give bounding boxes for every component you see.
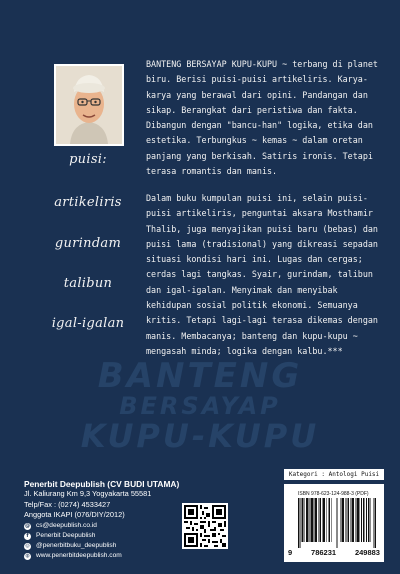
qr-code-image (184, 505, 226, 547)
title-watermark-line-3: KUPU-KUPU (80, 417, 320, 455)
title-watermark-line-1: BANTENG (97, 356, 303, 396)
book-category: Kategori : Antologi Puisi (284, 469, 384, 480)
publisher-info (24, 479, 264, 521)
globe-icon: ◍ (25, 552, 30, 559)
barcode-digit-right: 249883 (354, 548, 380, 557)
contact-instagram-text: @penerbitbuku_deepublish (36, 542, 117, 549)
publisher-ikapi: Anggota IKAPI (076/DIY/2012) (24, 510, 125, 520)
blurb-paragraph-1 (146, 57, 382, 179)
title-watermark-line-2: BERSAYAP (119, 392, 281, 420)
barcode-digit-lead: 9 (288, 548, 293, 557)
genre-label-talibun: talibun (63, 276, 113, 291)
blurb-text-2: Dalam buku kumpulan puisi ini, selain puisi-puisi artikeliris, penguntai aksara Mosthamir Thalib, juga menyajikan puisi baru (bebas) dan puisi lama (tradisional) yang dikreasi sepadan situasi kondisi hari ini. Lugas dan cergas; cerdas lagi tangkas. Syair, gurindam, talibun dan igal-igalan. Menyimak dan menyibak kehidupan sosial politik ekonomi. Semuanya kritis. Tetapi lagi-lagi terasa dikemas dengan manis. Membacanya; banteng dan kupu-kupu ~ mengasah minda; logika dengan kalbu.*** (146, 193, 378, 356)
email-icon: @ (25, 522, 30, 529)
genre-label-igal-igalan: igal-igalan (51, 316, 125, 331)
barcode-image (298, 498, 376, 548)
publisher-name: Penerbit Deepublish (CV BUDI UTAMA) (24, 479, 180, 489)
contact-website[interactable] (24, 551, 224, 561)
qr-code (182, 503, 228, 549)
author-photo (54, 64, 124, 146)
publisher-phone: Telp/Fax : (0274) 4533427 (24, 499, 111, 509)
genre-label-gurindam: gurindam (54, 236, 122, 251)
blurb-paragraph-2 (146, 191, 382, 359)
author-portrait-image (56, 66, 122, 144)
blurb-text-1: BANTENG BERSAYAP KUPU-KUPU ~ terbang di planet biru. Berisi puisi-puisi artikeliris. Karya-karya yang berawal dari opini. Pandangan dan sikap. Berangkat dari peristiwa dan fakta. Dibangun dengan "bancu-han" logika, etika dan estetika. Terbungkus ~ kemas ~ dalam oretan panjang yang berkisah. Satiris ironis. Tetapi terasa romantis dan manis. (146, 59, 378, 177)
barcode-digit-left: 786231 (311, 548, 337, 557)
facebook-icon: f (24, 533, 31, 540)
genre-label-artikeliris: artikeliris (54, 195, 122, 210)
genre-label-puisi: puisi: (69, 152, 107, 167)
contact-facebook-text: Penerbit Deepublish (36, 532, 96, 539)
barcode-bars (298, 498, 376, 548)
contact-email-text: cs@deepublish.co.id (36, 522, 97, 529)
barcode-digits (288, 548, 380, 557)
publisher-address: Jl. Kaliurang Km 9,3 Yogyakarta 55581 (24, 489, 152, 499)
instagram-icon: ◎ (25, 542, 30, 549)
contact-website-text: www.penerbitdeepublish.com (36, 552, 122, 559)
isbn-number: ISBN 978-623-124-988-3 (PDF) (298, 491, 369, 497)
isbn-barcode (284, 484, 384, 562)
